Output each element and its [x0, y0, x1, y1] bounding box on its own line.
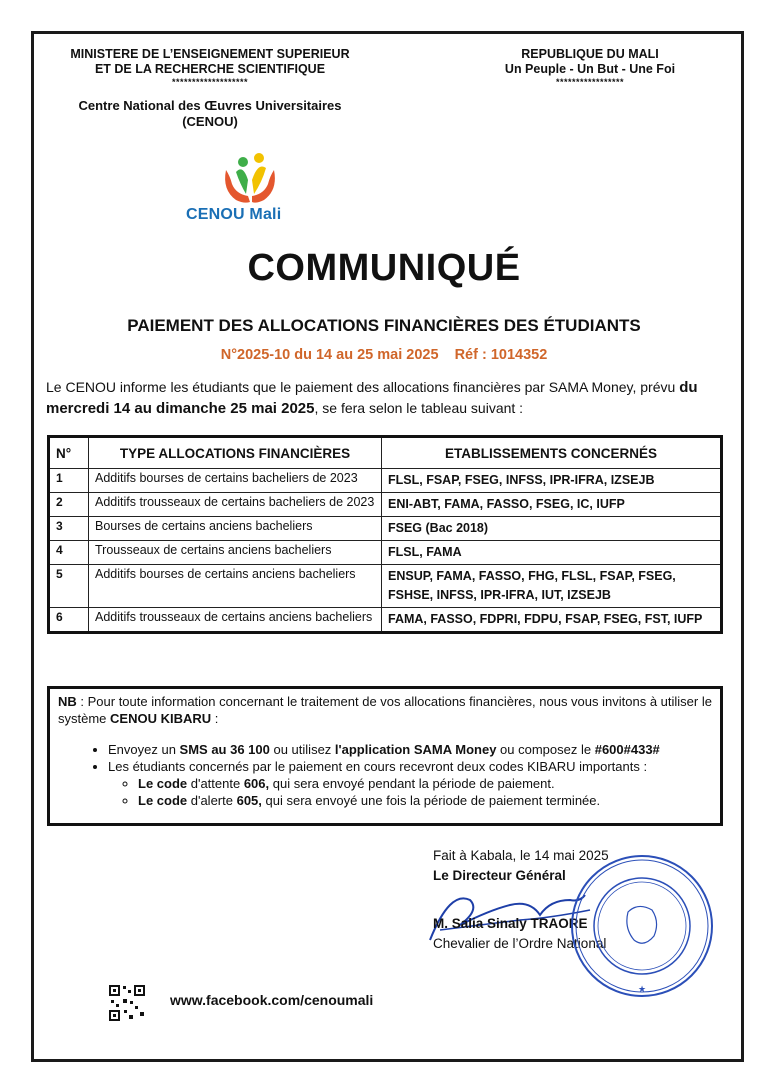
nb-b1-code: #600#433# — [594, 742, 660, 757]
nb-text2: : — [211, 711, 219, 726]
intro-dates: du mercredi 14 au dimanche 25 mai 2025 — [46, 379, 698, 417]
nb-s1-bold: Le code — [138, 776, 188, 791]
republic-header — [470, 47, 710, 87]
page-subtitle: PAIEMENT DES ALLOCATIONS FINANCIÈRES DES ÉTUDIANTS — [127, 316, 641, 335]
centre-line2: (CENOU) — [182, 114, 238, 129]
republic-name: REPUBLIQUE DU MALI — [521, 47, 659, 61]
table-header-row — [49, 437, 722, 469]
stars-divider-left: ******************* — [171, 77, 249, 87]
nb-box — [47, 686, 723, 826]
nb-sub-alert-code — [138, 792, 712, 809]
row-type: Additifs bourses de certains anciens bacheliers — [89, 565, 382, 608]
signatory-title: Chevalier de l’Ordre National — [433, 936, 607, 951]
nb-paragraph — [58, 693, 712, 727]
row-etablissements: FLSL, FSAP, FSEG, INFSS, IPR-IFRA, IZSEJB — [382, 469, 722, 493]
intro-part2: , se fera selon le tableau suivant : — [314, 400, 524, 416]
nb-s1-rest: qui sera envoyé pendant la période de paiement. — [269, 776, 555, 791]
table-row — [49, 517, 722, 541]
table-row — [49, 565, 722, 608]
allocations-table — [47, 435, 723, 634]
row-type: Additifs trousseaux de certains bacheliers de 2023 — [89, 493, 382, 517]
nb-b2-text: Les étudiants concernés par le paiement en cours recevront deux codes KIBARU importants : — [108, 759, 648, 774]
row-type: Additifs bourses de certains bacheliers de 2023 — [89, 469, 382, 493]
official-stamp-icon — [568, 852, 716, 1000]
ministry-header — [60, 47, 360, 87]
row-number: 4 — [49, 541, 89, 565]
col-header-etablissements: ETABLISSEMENTS CONCERNÉS — [382, 437, 722, 469]
table-row — [49, 469, 722, 493]
col-header-type: TYPE ALLOCATIONS FINANCIÈRES — [89, 437, 382, 469]
nb-b1-text: Envoyez un — [108, 742, 180, 757]
reference-line — [0, 347, 768, 363]
republic-motto: Un Peuple - Un But - Une Foi — [504, 62, 676, 76]
nb-sublist — [108, 775, 712, 809]
qr-code-icon — [108, 984, 146, 1022]
nb-b1-text3: ou composez le — [496, 742, 595, 757]
ministry-line1: MINISTERE DE L’ENSEIGNEMENT SUPERIEUR — [70, 47, 350, 61]
nb-s1-num: 606, — [243, 776, 270, 791]
nb-bullet-sms — [108, 741, 712, 758]
row-number: 1 — [49, 469, 89, 493]
col-header-number: N° — [49, 437, 89, 469]
logo-text: CENOU Mali — [186, 206, 282, 223]
place-date: Fait à Kabala, le 14 mai 2025 — [433, 848, 609, 863]
table-row — [49, 541, 722, 565]
nb-s1-text: d'attente — [187, 776, 244, 791]
row-type: Additifs trousseaux de certains anciens bacheliers — [89, 608, 382, 633]
row-etablissements: FLSL, FAMA — [382, 541, 722, 565]
nb-s2-bold: Le code — [138, 793, 188, 808]
row-etablissements: ENI-ABT, FAMA, FASSO, FSEG, IC, IUFP — [382, 493, 722, 517]
row-number: 3 — [49, 517, 89, 541]
table-row — [49, 493, 722, 517]
row-number: 2 — [49, 493, 89, 517]
svg-text:★: ★ — [637, 984, 647, 994]
nb-b1-text2: ou utilisez — [269, 742, 335, 757]
nb-label: NB — [58, 694, 77, 709]
signatory-name: M. Salia Sinaly TRAORE — [433, 916, 588, 931]
centre-name — [60, 98, 360, 130]
row-type: Bourses de certains anciens bacheliers — [89, 517, 382, 541]
nb-list — [58, 741, 712, 809]
nb-sub-waiting-code — [138, 775, 712, 792]
reference-number: N°2025-10 du 14 au 25 mai 2025 — [220, 347, 439, 363]
intro-paragraph — [46, 377, 716, 419]
nb-s2-num: 605, — [236, 793, 262, 808]
row-number: 6 — [49, 608, 89, 633]
stars-divider-right: ***************** — [555, 77, 625, 87]
row-etablissements: ENSUP, FAMA, FASSO, FHG, FLSL, FSAP, FSEG, FSHSE, INFSS, IPR-IFRA, IUT, IZSEJB — [382, 565, 722, 608]
facebook-link[interactable]: www.facebook.com/cenoumali — [170, 992, 374, 1008]
ministry-line2: ET DE LA RECHERCHE SCIENTIFIQUE — [94, 62, 326, 76]
nb-s2-rest: qui sera envoyé une fois la période de paiement terminée. — [261, 793, 601, 808]
nb-b1-app: l'application SAMA Money — [334, 742, 497, 757]
reference-code: Réf : 1014352 — [454, 347, 548, 363]
row-type: Trousseaux de certains anciens bacheliers — [89, 541, 382, 565]
row-etablissements: FAMA, FASSO, FDPRI, FDPU, FSAP, FSEG, FST, IUFP — [382, 608, 722, 633]
table-row — [49, 608, 722, 633]
centre-line1: Centre National des Œuvres Universitaires — [78, 98, 342, 113]
nb-bullet-codes — [108, 758, 712, 809]
nb-b1-sms: SMS au 36 100 — [179, 742, 270, 757]
row-etablissements: FSEG (Bac 2018) — [382, 517, 722, 541]
nb-system: CENOU KIBARU — [110, 711, 212, 726]
row-number: 5 — [49, 565, 89, 608]
nb-text1: : Pour toute information concernant le traitement de vos allocations financières, nous vous invitons à utiliser le système — [58, 694, 712, 726]
intro-part1: Le CENOU informe les étudiants que le paiement des allocations financières par SAMA Money, prévu — [46, 379, 680, 395]
nb-s2-text: d'alerte — [187, 793, 237, 808]
page-title: COMMUNIQUÉ — [247, 247, 521, 289]
signatory-role: Le Directeur Général — [433, 868, 566, 883]
